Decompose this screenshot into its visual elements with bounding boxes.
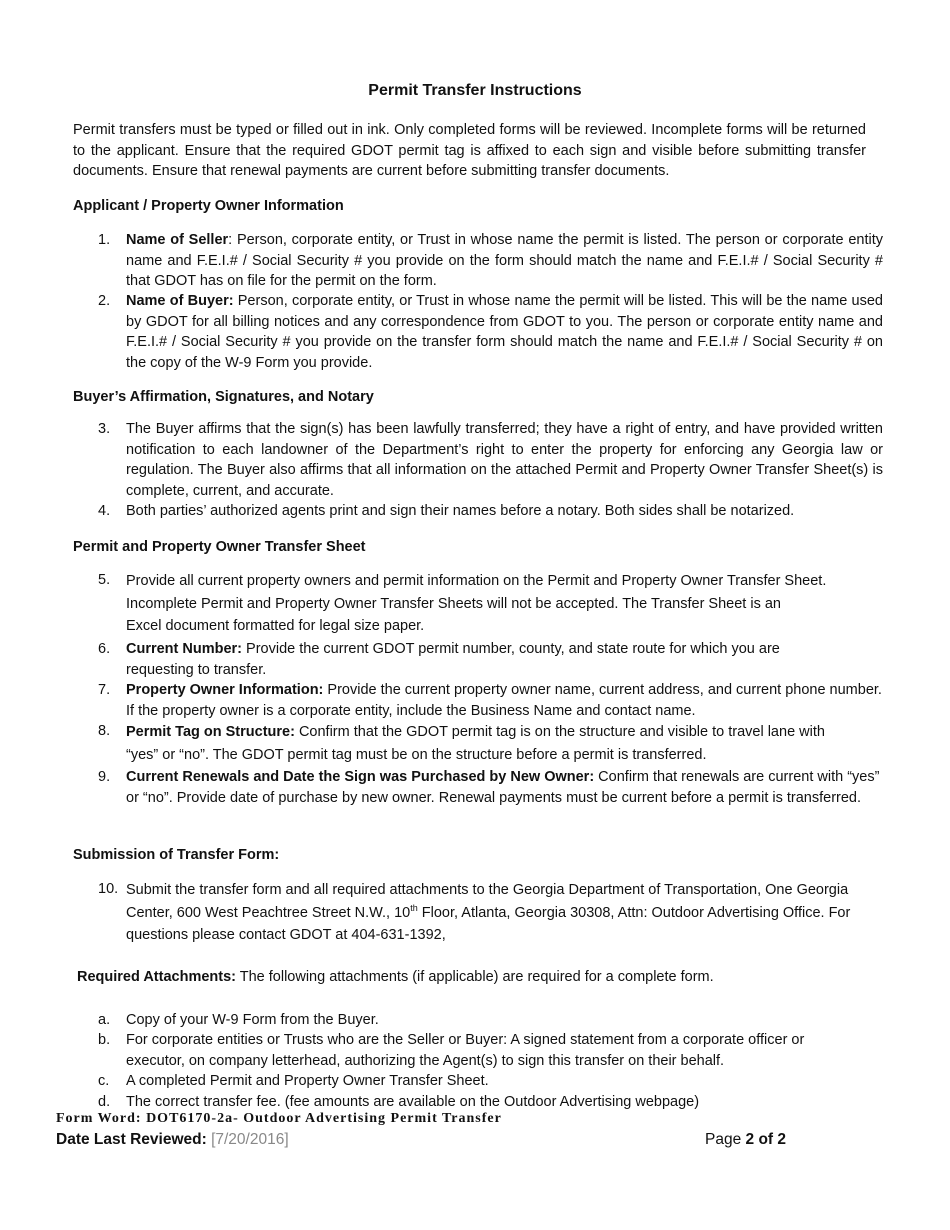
item-number: 2. xyxy=(98,293,111,309)
item-label: Name of Buyer: xyxy=(126,293,234,309)
attachments-intro xyxy=(77,967,877,988)
section-buyer-heading: Buyer’s Affirmation, Signatures, and Notary xyxy=(73,389,374,405)
item-body: Confirm that the GDOT permit tag is on the structure and visible to travel lane with xyxy=(294,724,825,740)
page-prefix: Page xyxy=(705,1131,746,1148)
item-line-part: Center, 600 West Peachtree Street N.W., 10 xyxy=(126,904,411,921)
item-body: Person, corporate entity, or Trust in whose name the permit will be listed. This will be the name used by GDOT for all billing notices and any correspondence from GDOT to you. The person or corporate entity name and F.E.I.# / Social Security # you provide on the transfer form should match the name and F.E.I.# / Social Security # on the copy of the W-9 Form you provide. xyxy=(126,293,883,371)
item-text xyxy=(126,680,886,721)
item-label: Name of Seller xyxy=(126,232,229,248)
item-text: For corporate entities or Trusts who are the Seller or Buyer: A signed statement from a corporate officer or executor, on company letterhead, authorizing the Agent(s) to sign this transfer on their behalf. xyxy=(126,1032,805,1069)
item-line xyxy=(126,721,896,744)
date-label: Date Last Reviewed: xyxy=(56,1131,212,1148)
item-line xyxy=(126,902,906,925)
page-title: Permit Transfer Instructions xyxy=(368,82,582,99)
attachments-intro-text: The following attachments (if applicable) are required for a complete form. xyxy=(235,969,714,985)
item-text xyxy=(126,291,883,373)
item-line: Submit the transfer form and all required attachments to the Georgia Department of Transportation, One Georgia xyxy=(126,882,849,898)
item-body: Provide the current property owner name, current address, and current phone number. If the property owner is a corporate entity, include the Business Name and contact name. xyxy=(126,682,882,719)
item-text xyxy=(126,721,896,766)
item-text xyxy=(126,230,883,292)
date-reviewed-footer xyxy=(56,1131,289,1149)
item-number: 1. xyxy=(98,232,111,248)
item-body: Confirm that renewals are current with “yes” or “no”. Provide date of purchase by new owner. Renewal payments must be current before a permit is transferred. xyxy=(126,769,880,806)
item-number: 7. xyxy=(98,682,111,698)
item-number: 9. xyxy=(98,769,111,785)
item-number: 6. xyxy=(98,641,111,657)
item-label: Permit Tag on Structure: xyxy=(126,724,295,740)
item-number: 3. xyxy=(98,421,111,437)
intro-paragraph: Permit transfers must be typed or filled out in ink. Only completed forms will be reviewed. Incomplete forms will be returned to the applicant. Ensure that the required GDOT permit tag is affixed to each sign and visible before submitting transfer documents. Ensure that renewal payments are current before submitting transfer documents. xyxy=(73,122,866,179)
form-word-footer: Form Word: DOT6170-2a- Outdoor Advertising Permit Transfer xyxy=(56,1111,502,1126)
item-text: A completed Permit and Property Owner Transfer Sheet. xyxy=(126,1073,489,1089)
item-text xyxy=(126,639,831,680)
item-letter: d. xyxy=(98,1094,111,1110)
item-text xyxy=(126,570,896,638)
page-value: 2 of 2 xyxy=(745,1131,786,1148)
item-text: The correct transfer fee. (fee amounts are available on the Outdoor Advertising webpage) xyxy=(126,1094,700,1110)
item-number: 8. xyxy=(98,723,111,739)
item-number: 5. xyxy=(98,572,111,588)
section-sheet-heading: Permit and Property Owner Transfer Sheet xyxy=(73,539,366,555)
ordinal-suffix: th xyxy=(410,902,418,913)
item-text: Copy of your W-9 Form from the Buyer. xyxy=(126,1012,379,1028)
item-letter: b. xyxy=(98,1032,111,1048)
item-text: The Buyer affirms that the sign(s) has been lawfully transferred; they have a right of entry, and have provided written notification to each landowner of the Department’s right to enter the property for enforcing any Georgia law or regulation. The Buyer also affirms that all information on the attached Permit and Property Owner Transfer Sheet(s) is complete, current, and accurate. xyxy=(126,421,883,499)
item-number: 10. xyxy=(98,881,119,897)
item-letter: a. xyxy=(98,1012,111,1028)
item-label: Current Number: xyxy=(126,641,243,657)
item-line: “yes” or “no”. The GDOT permit tag must be on the structure before a permit is transferred. xyxy=(126,746,707,763)
item-body: : Person, corporate entity, or Trust in whose name the permit is listed. The person or corporate entity name and F.E.I.# / Social Security # you provide on the form should match the name and F.E.I.# / Social Security # that GDOT has on file for the permit on the form. xyxy=(126,232,883,290)
item-label: Current Renewals and Date the Sign was Purchased by New Owner: xyxy=(126,769,595,785)
item-line: Incomplete Permit and Property Owner Transfer Sheets will not be accepted. The Transfer Sheet is an xyxy=(126,595,781,612)
page-number xyxy=(705,1131,786,1149)
item-line-part: Floor, Atlanta, Georgia 30308, Attn: Outdoor Advertising Office. For xyxy=(417,904,851,921)
item-line: questions please contact GDOT at 404-631-1392, xyxy=(126,927,446,943)
section-submission-heading: Submission of Transfer Form: xyxy=(73,847,280,863)
item-letter: c. xyxy=(98,1073,110,1089)
item-line: Excel document formatted for legal size paper. xyxy=(126,618,425,634)
item-number: 4. xyxy=(98,503,111,519)
date-value: [7/20/2016] xyxy=(211,1131,289,1148)
section-applicant-heading: Applicant / Property Owner Information xyxy=(73,198,344,214)
item-text: Both parties’ authorized agents print and sign their names before a notary. Both sides shall be notarized. xyxy=(126,503,795,519)
item-text xyxy=(126,879,906,947)
item-body: Provide the current GDOT permit number, county, and state route for which you are requesting to transfer. xyxy=(126,641,780,678)
item-text xyxy=(126,767,886,808)
attachments-label: Required Attachments: xyxy=(77,969,236,985)
item-line: Provide all current property owners and permit information on the Permit and Property Owner Transfer Sheet. xyxy=(126,573,827,589)
item-label: Property Owner Information: xyxy=(126,682,324,698)
